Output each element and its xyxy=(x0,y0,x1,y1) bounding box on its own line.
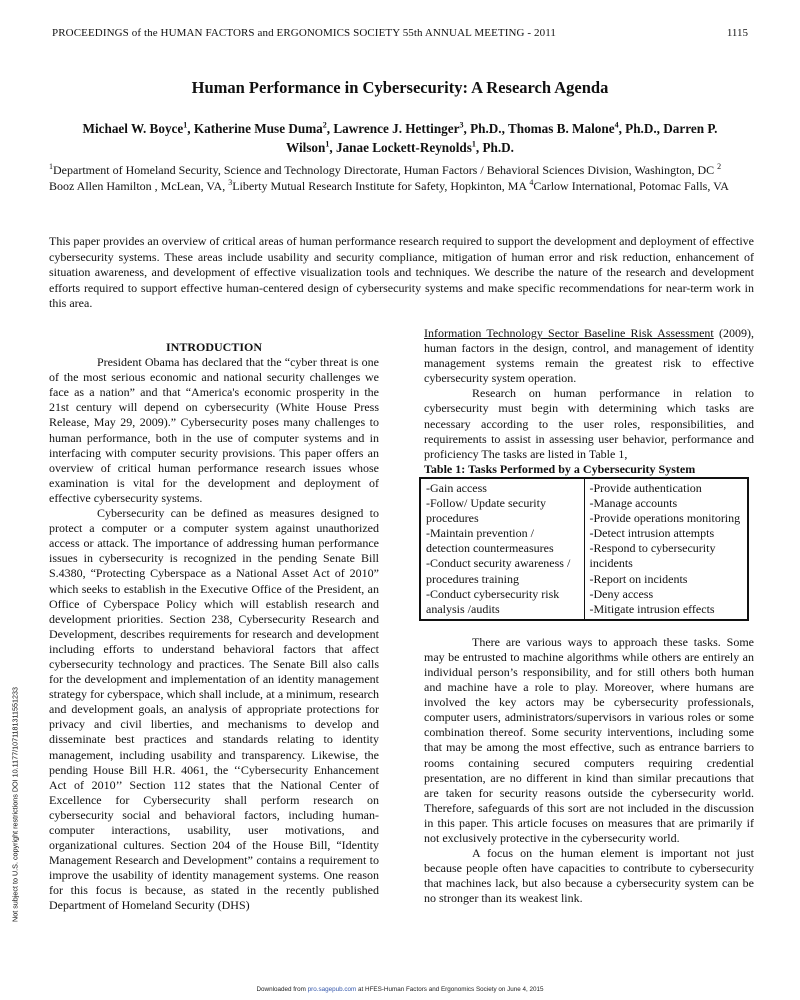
paper-title: Human Performance in Cybersecurity: A Research Agenda xyxy=(191,78,609,97)
table-item: -Detect intrusion attempts xyxy=(589,526,715,541)
table-item: -Maintain prevention / detection countermeasures xyxy=(426,526,554,556)
footer-link[interactable]: pro.sagepub.com xyxy=(307,986,357,993)
paragraph: Research on human performance in relation to cybersecurity must begin with determining which tasks are necessary according to the user roles, responsibilities, and requirements to assist in assessing user behavior, performance and proficiency The tasks are listed in Table 1, xyxy=(424,386,754,461)
table-item: -Respond to cybersecurity incidents xyxy=(589,541,716,571)
page-number: 1115 xyxy=(726,27,748,39)
right-column xyxy=(424,326,754,906)
table-item: -Conduct cybersecurity risk analysis /audits xyxy=(426,586,560,616)
table-caption: Table 1: Tasks Performed by a Cybersecurity System xyxy=(424,461,696,476)
affiliations: $^1$Department of Homeland Security, Science and Technology Directorate, Human Factors / Behavioral Sciences Division, Washington, DC $^2$ Booz Allen Hamilton , McLean, VA, $^3$Liberty Mutual Research Institute for Safety, Hopkinton, MA $^4$Carlow International, Potomac Falls, VA xyxy=(49,162,729,193)
table-item: -Manage accounts xyxy=(589,496,678,511)
section-heading-introduction: INTRODUCTION xyxy=(165,340,262,354)
paragraph: Information Technology Sector Baseline Risk Assessment (2009), human factors in the design, control, and management of identity management systems remain the greatest risk to effective cybersecurity system operation. xyxy=(424,326,754,386)
download-footer: Downloaded from pro.sagepub.com at HFES-Human Factors and Ergonomics Society on June 4, 2015 xyxy=(256,986,544,993)
table-item: -Provide operations monitoring xyxy=(589,511,741,526)
table-item: -Conduct security awareness / procedures training xyxy=(426,556,571,586)
abstract: This paper provides an overview of critical areas of human performance research required to support the development and deployment of effective cybersecurity systems. These areas include usability and security compliance, mitigation of human error and risk reduction, enhancement of situation awareness, and development of effective visualization tools and techniques. We describe the nature of the research and development efforts required to support effective human-centered design of cybersecurity systems and make specific recommendations for near-term work in this area. xyxy=(49,234,754,311)
table-cell-right xyxy=(584,478,748,620)
paragraph: Cybersecurity can be defined as measures designed to protect a computer or a computer system against unauthorized access or attack. The importance of addressing human performance issues in cybersecurity is recognized in the pending Senate Bill S.4380, “Protecting Cyberspace as a National Asset Act of 2010” which seeks to establish in the Executive Office of the President, an Office of Cyberspace Policy which will establish research and development priorities. Section 238, Cybersecurity Research and Development, describes requirements for research and development including efforts to understand behavioral factors that affect cybersecurity technology and practices. The Senate Bill also calls for the development and implementation of an identity management strategy for cyberspace, which shall include, at a minimum, research and development goals, an analysis of appropriate protections for privacy and civil liberties, and mechanisms to develop and disseminate best practices and standards relating to identity management, including usability and transparency. Likewise, the pending House Bill H.R. 4061, the ‘‘Cybersecurity Enhancement Act of 2010’’ Section 112 states that the National Center of Excellence for Cybersecurity shall perform research on cybersecurity social and behavioral factors, including human-computer interactions, usability, user motivations, and organizational cultures. Section 204 of the House Bill, “Identity Management Research and Development” contains a requirement to improve the usability of identity management systems. One reason for this focus is because, as stated in the recently published Department of Homeland Security (DHS) xyxy=(49,506,379,913)
table-item: -Gain access xyxy=(426,480,487,495)
copyright-side-note: Not subject to U.S. copyright restrictions DOI 10.1177/1071181311551233 xyxy=(10,687,20,922)
tasks-table xyxy=(419,477,749,621)
paragraph: There are various ways to approach these tasks. Some may be entrusted to machine algorithms while others are entirely an individual person’s responsibility, and for still others both human and machine have a role to play. Moreover, where humans are involved the key actors may be cybersecurity professionals, computer users, administrators/supervisors in various roles or some combination thereof. Some security interventions, including some that may be among the most effective, such as entrance barriers to rooms containing secured computers requiring credential presentation, are no different in kind than similar precautions that are taken for security reasons outside the cybersecurity world. Therefore, safeguards of this sort are not included in the discussion in this paper. This article focuses on measures that are primarily if not exclusively protective in the cybersecurity world. xyxy=(424,634,754,845)
report-title-underlined: Information Technology Sector Baseline Risk Assessment xyxy=(424,326,714,340)
paragraph: A focus on the human element is important not just because people often have capacities to contribute to cybersecurity that machines lack, but also because a cybersecurity system can be no stronger than its weakest link. xyxy=(424,846,754,906)
table-item: -Follow/ Update security procedures xyxy=(426,496,546,526)
running-header: PROCEEDINGS of the HUMAN FACTORS and ERGONOMICS SOCIETY 55th ANNUAL MEETING - 2011 xyxy=(52,27,557,39)
left-column xyxy=(49,340,379,914)
table-item: -Mitigate intrusion effects xyxy=(589,601,715,616)
table-item: -Report on incidents xyxy=(589,571,688,586)
table-item: -Deny access xyxy=(589,586,654,601)
table-item: -Provide authentication xyxy=(589,480,702,495)
table-cell-left xyxy=(420,478,584,620)
author-list: Michael W. Boyce$^1$, Katherine Muse Duma$^2$, Lawrence J. Hettinger$^3$, Ph.D., Thomas B. Malone$^4$, Ph.D., Darren P. Wilson$^1$, Janae Lockett-Reynolds$^1$, Ph.D. xyxy=(82,120,718,155)
paragraph: President Obama has declared that the “cyber threat is one of the most serious economic and national security challenges we face as a nation” and that “America's economic prosperity in the 21st century will depend on cybersecurity (White House Press Release, May 29, 2009).” Cybersecurity poses many challenges to human performance, both in the use of computer systems and in interfacing with computer security provisions. This paper offers an overview of critical human performance research issues whose examination is vital for the development and deployment of effective cybersecurity systems. xyxy=(49,355,379,505)
